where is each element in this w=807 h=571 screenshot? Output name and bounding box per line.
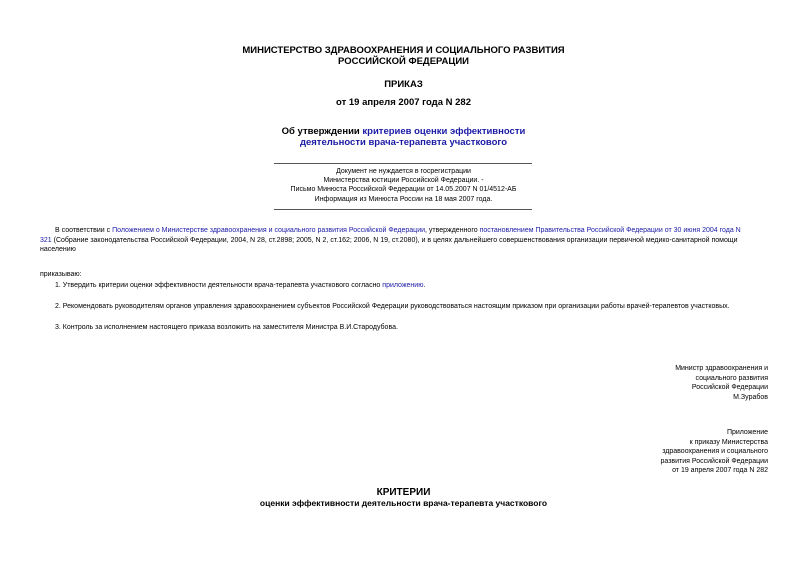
appendix-block (568, 428, 768, 476)
item-1-text: 1. Утвердить критерии оценки эффективности деятельности врача-терапевта участкового согласно (55, 282, 383, 289)
order-label: ПРИКАЗ (384, 79, 423, 90)
criteria-subtitle: оценки эффективности деятельности врача-терапевта участкового (259, 498, 548, 508)
regulation-link[interactable]: Положением о Министерстве здравоохранения и социального развития Российской Федерации (112, 227, 426, 234)
ministry-name-line2: РОССИЙСКОЙ ФЕДЕРАЦИИ (337, 56, 469, 67)
signature-line2: социального развития (695, 374, 768, 382)
signature-line4: М.Зурабов (733, 393, 768, 401)
item-1-end: . (423, 282, 426, 289)
appendix-line4: развития Российской Федерации (660, 457, 768, 465)
order-item-2: 2. Рекомендовать руководителям органов управления здравоохранением субъектов Российской Федерации руководствоваться настоящим приказом при организации работы врачей-терапевтов участковых. (55, 303, 730, 310)
ministry-name-line1: МИНИСТЕРСТВО ЗДРАВООХРАНЕНИЯ И СОЦИАЛЬНОГО РАЗВИТИЯ (242, 45, 565, 56)
order-word: приказываю: (40, 271, 82, 278)
title-link[interactable]: критериев оценки эффективности (362, 126, 526, 137)
preamble-text-2: , утвержденного (425, 227, 480, 234)
signature-line3: Российской Федерации (691, 384, 768, 391)
appendix-line5: от 19 апреля 2007 года N 282 (672, 467, 768, 474)
order-item-3: 3. Контроль за исполнением настоящего приказа возложить на заместителя Министра В.И.Стародубова. (55, 324, 398, 331)
order-date: от 19 апреля 2007 года N 282 (336, 97, 471, 108)
preamble-text-1: В соответствии с (55, 227, 113, 234)
signature-line1: Министр здравоохранения и (675, 365, 768, 372)
government-decree-link-continued[interactable]: 321 (40, 236, 52, 244)
title-prefix: Об утверждении (281, 126, 363, 137)
divider-bottom (274, 209, 532, 210)
registration-note-line4: Информация из Минюста России на 18 мая 2007 года. (314, 196, 493, 203)
order-item-1 (55, 281, 768, 291)
preamble-text-3: (Собрание законодательства Российской Федерации, 2004, N 28, ст.2898; 2005, N 2, ст.162; 2006, N 19, ст.2080), и в целях дальнейшего совершенствования организации первичной медико-санитарной помощи (51, 236, 738, 244)
document-title-line1 (0, 126, 807, 137)
appendix-line1: Приложение (726, 429, 768, 436)
appendix-line3: здравоохранения и социального (662, 448, 768, 455)
appendix-line2: к приказу Министерства (689, 438, 768, 446)
document-title-line2 (0, 137, 807, 148)
signature-block (568, 364, 768, 402)
preamble-paragraph (40, 226, 768, 255)
preamble-text-4: населению (40, 246, 76, 253)
divider-top (274, 163, 532, 164)
registration-note-line2: Министерства юстиции Российской Федерации. - (323, 177, 484, 184)
government-decree-link[interactable]: постановлением Правительства Российской Федерации от 30 июня 2004 года N (479, 227, 741, 234)
title-link-continued[interactable]: деятельности врача-терапевта участкового (299, 137, 508, 148)
appendix-link[interactable]: приложению (382, 282, 424, 289)
criteria-title: КРИТЕРИИ (376, 487, 431, 498)
registration-note-line3: Письмо Минюста Российской Федерации от 14.05.2007 N 01/4512-АБ (290, 186, 517, 193)
registration-note-line1: Документ не нуждается в госрегистрации (336, 168, 471, 175)
